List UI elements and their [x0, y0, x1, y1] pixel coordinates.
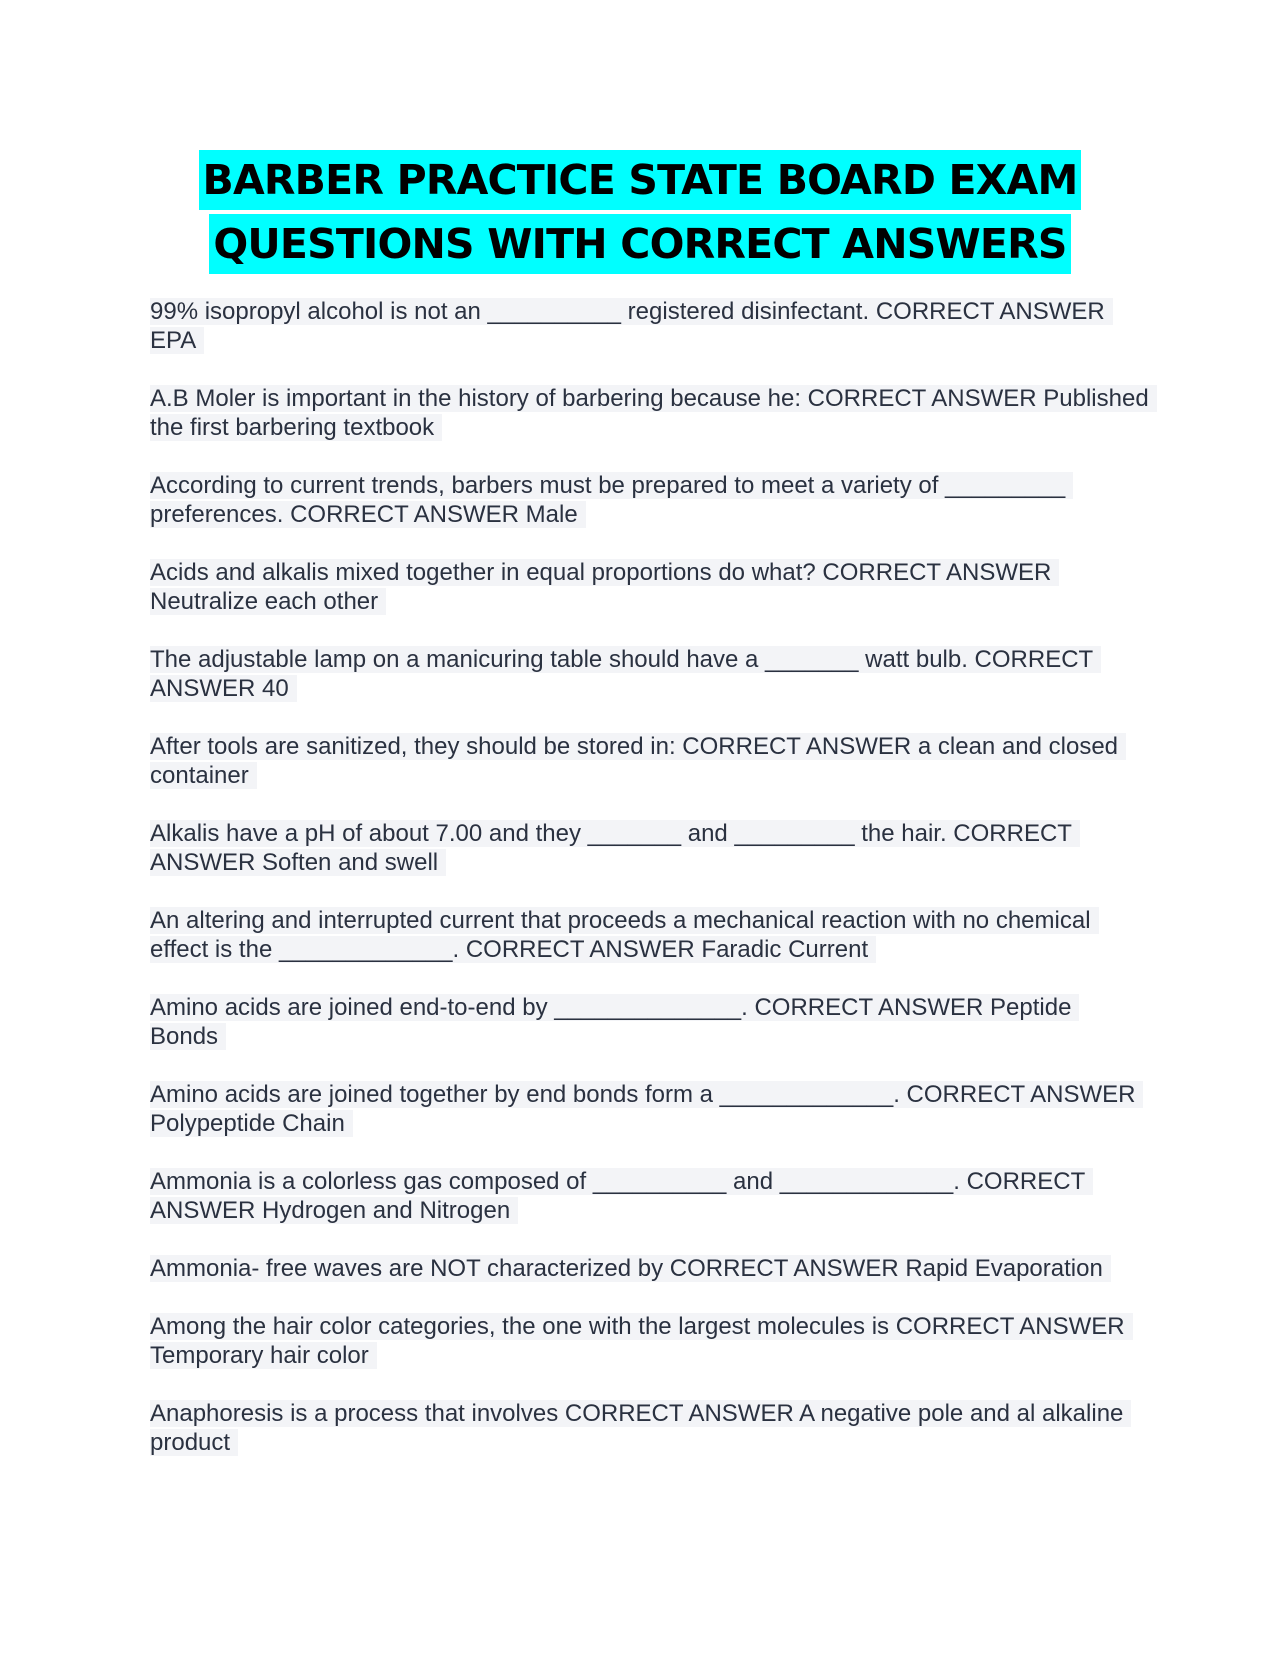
question-text: Amino acids are joined end-to-end by ______________. CORRECT ANSWER Peptide Bonds [150, 994, 1079, 1050]
question-text: 99% isopropyl alcohol is not an __________ registered disinfectant. CORRECT ANSWER EPA [150, 298, 1113, 354]
title-line-2: QUESTIONS WITH CORRECT ANSWERS [209, 214, 1070, 274]
question-list [150, 297, 1150, 1486]
question-text: The adjustable lamp on a manicuring table should have a _______ watt bulb. CORRECT ANSWER 40 [150, 646, 1101, 702]
question-item [150, 558, 1150, 616]
document-title [0, 150, 1280, 278]
question-text: Among the hair color categories, the one with the largest molecules is CORRECT ANSWER Temporary hair color [150, 1313, 1133, 1369]
question-text: After tools are sanitized, they should be stored in: CORRECT ANSWER a clean and closed container [150, 733, 1126, 789]
question-item [150, 1080, 1150, 1138]
question-item [150, 993, 1150, 1051]
question-item [150, 471, 1150, 529]
question-text: Anaphoresis is a process that involves CORRECT ANSWER A negative pole and al alkaline product [150, 1400, 1131, 1456]
question-text: According to current trends, barbers must be prepared to meet a variety of _________ preferences. CORRECT ANSWER Male [150, 472, 1073, 528]
question-text: A.B Moler is important in the history of barbering because he: CORRECT ANSWER Published the first barbering textbook [150, 385, 1157, 441]
question-text: An altering and interrupted current that proceeds a mechanical reaction with no chemical effect is the _____________. CORRECT ANSWER Faradic Current [150, 907, 1099, 963]
question-text: Amino acids are joined together by end bonds form a _____________. CORRECT ANSWER Polypeptide Chain [150, 1081, 1143, 1137]
question-item [150, 1167, 1150, 1225]
question-item [150, 1399, 1150, 1457]
question-item [150, 384, 1150, 442]
question-text: Ammonia- free waves are NOT characterized by CORRECT ANSWER Rapid Evaporation [150, 1255, 1111, 1282]
question-item [150, 297, 1150, 355]
question-item [150, 1312, 1150, 1370]
question-item [150, 645, 1150, 703]
question-text: Alkalis have a pH of about 7.00 and they _______ and _________ the hair. CORRECT ANSWER Soften and swell [150, 820, 1080, 876]
question-item [150, 906, 1150, 964]
question-item [150, 1254, 1150, 1283]
question-text: Ammonia is a colorless gas composed of __________ and _____________. CORRECT ANSWER Hydrogen and Nitrogen [150, 1168, 1093, 1224]
question-item [150, 732, 1150, 790]
title-line-1: BARBER PRACTICE STATE BOARD EXAM [199, 150, 1082, 210]
question-item [150, 819, 1150, 877]
question-text: Acids and alkalis mixed together in equal proportions do what? CORRECT ANSWER Neutralize each other [150, 559, 1059, 615]
